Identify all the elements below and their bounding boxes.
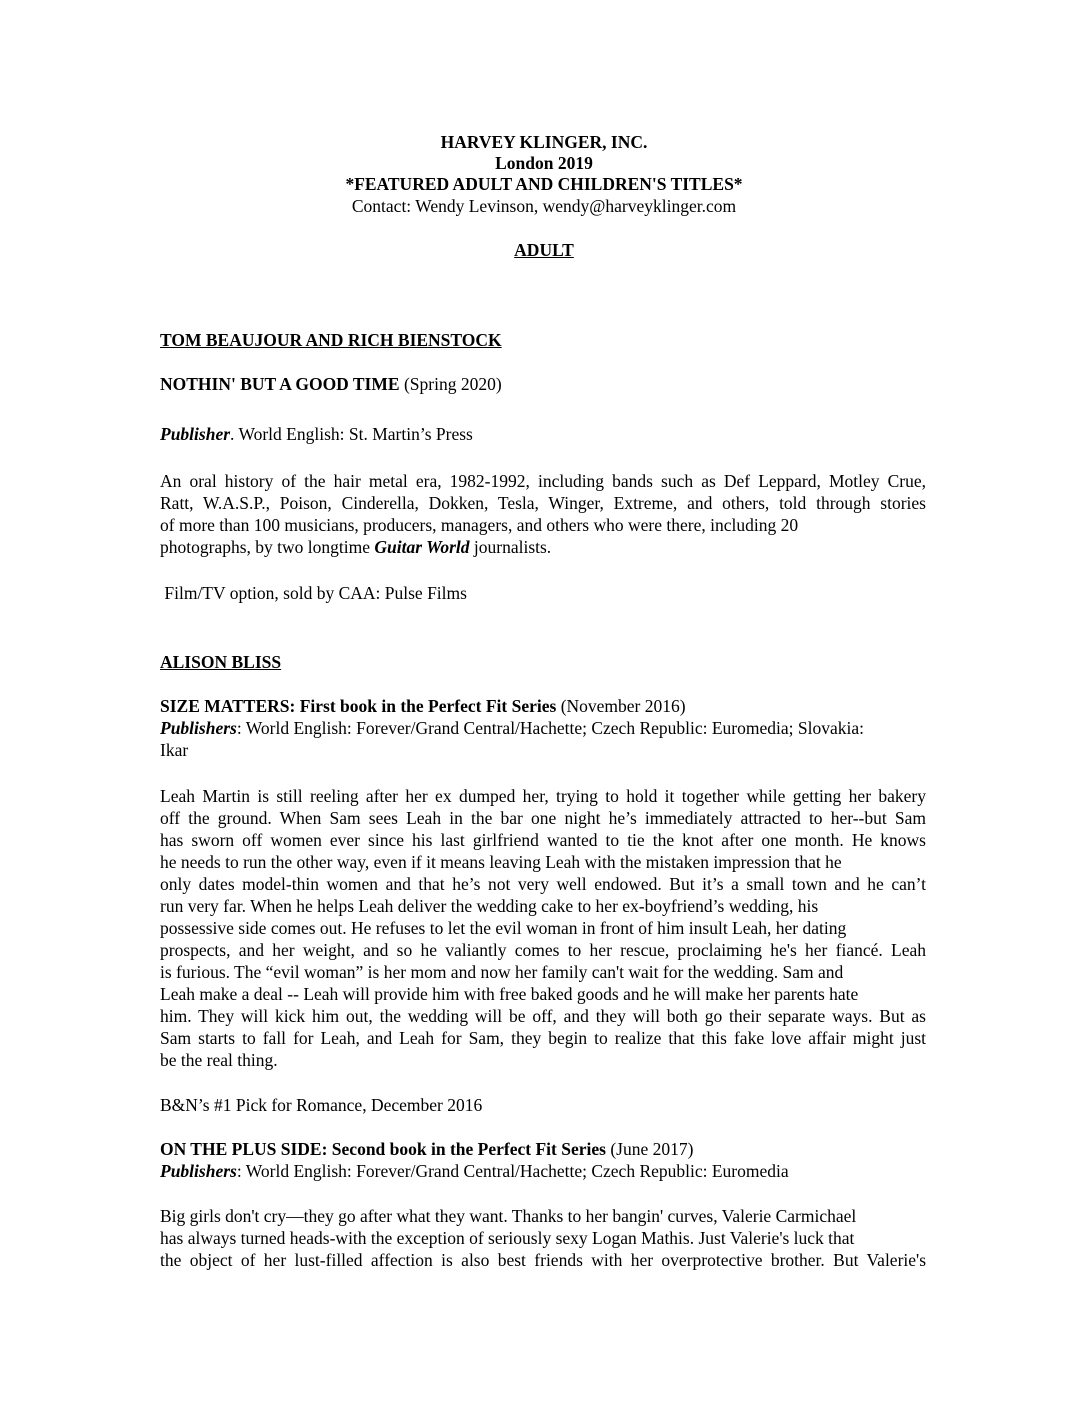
description-line: has always turned heads-with the exception of seriously sexy Logan Mathis. Just Valerie's luck that <box>160 1228 855 1248</box>
book-title: ON THE PLUS SIDE: Second book in the Perfect Fit Series <box>160 1139 606 1159</box>
description-line <box>160 536 551 558</box>
publisher-separator: : <box>236 718 242 738</box>
publisher-label: Publishers <box>160 1161 237 1181</box>
book-title: SIZE MATTERS: First book in the Perfect Fit Series <box>160 696 557 716</box>
publisher-line-continued: Ikar <box>160 740 189 760</box>
description-line: run very far. When he helps Leah deliver the wedding cake to her ex-boyfriend’s wedding, his <box>160 896 819 916</box>
publisher-line <box>160 717 864 739</box>
book-date: (Spring 2020) <box>403 374 502 394</box>
description-line: Ratt, W.A.S.P., Poison, Cinderella, Dokken, Tesla, Winger, Extreme, and others, told through stories <box>160 493 926 513</box>
description-line: An oral history of the hair metal era, 1982-1992, including bands such as Def Leppard, Motley Crue, <box>160 471 926 491</box>
book-title: NOTHIN' BUT A GOOD TIME <box>160 374 400 394</box>
event-name: London 2019 <box>495 153 593 173</box>
description-line: Sam starts to fall for Leah, and Leah for Sam, they begin to realize that this fake love affair might just <box>160 1028 926 1048</box>
description-line: only dates model-thin women and that he’s not very well endowed. But it’s a small town and he can’t <box>160 874 926 894</box>
publisher-label: Publishers <box>160 718 237 738</box>
description-line: he needs to run the other way, even if it means leaving Leah with the mistaken impression that he <box>160 852 842 872</box>
description-line: him. They will kick him out, the wedding will be off, and they will both go their separate ways. But as <box>160 1006 926 1026</box>
book-title-line <box>160 695 686 717</box>
section-heading-text: ADULT <box>514 240 574 260</box>
description-line: the object of her lust-filled affection is also best friends with her overprotective brother. But Valerie's <box>160 1250 926 1270</box>
description-line: off the ground. When Sam sees Leah in the bar one night he’s immediately attracted to her--but Sam <box>160 808 926 828</box>
book-title-line <box>160 373 502 395</box>
rights-note: Film/TV option, sold by CAA: Pulse Films <box>160 583 467 603</box>
book-title-line <box>160 1138 693 1160</box>
description-line: is furious. The “evil woman” is her mom and now her family can't wait for the wedding. Sam and <box>160 962 844 982</box>
publisher-separator: . <box>230 424 235 444</box>
publisher-label: Publisher <box>160 424 231 444</box>
description-line: prospects, and her weight, and so he valiantly comes to her rescue, proclaiming he's her fiancé. Leah <box>160 940 926 960</box>
section-heading <box>0 239 1088 261</box>
author-name: TOM BEAUJOUR AND RICH BIENSTOCK <box>160 330 502 350</box>
publisher-line <box>160 1160 789 1182</box>
description-line: possessive side comes out. He refuses to let the evil woman in front of him insult Leah, her dating <box>160 918 847 938</box>
description-line: Leah make a deal -- Leah will provide him with free baked goods and he will make her parents hate <box>160 984 859 1004</box>
book-date: (June 2017) <box>605 1139 694 1159</box>
description-line: be the real thing. <box>160 1050 278 1070</box>
description-line: Leah Martin is still reeling after her ex dumped her, trying to hold it together while getting her bakery <box>160 786 926 806</box>
publisher-value: World English: Forever/Grand Central/Hachette; Czech Republic: Euromedia; Slovakia: <box>245 718 864 738</box>
publisher-separator: : <box>236 1161 242 1181</box>
description-line: has sworn off women ever since his last girlfriend wanted to tie the knot after one month. He knows <box>160 830 926 850</box>
company-name: HARVEY KLINGER, INC. <box>440 132 648 152</box>
publisher-value: World English: St. Martin’s Press <box>238 424 473 444</box>
description-line: of more than 100 musicians, producers, managers, and others who were there, including 20 <box>160 515 799 535</box>
magazine-title: Guitar World <box>374 537 470 557</box>
description-text: journalists. <box>469 537 552 557</box>
description-text: photographs, by two longtime <box>160 537 375 557</box>
author-name: ALISON BLISS <box>160 652 282 672</box>
description-line: Big girls don't cry—they go after what they want. Thanks to her bangin' curves, Valerie Carmichael <box>160 1206 857 1226</box>
document-subtitle: *FEATURED ADULT AND CHILDREN'S TITLES* <box>345 174 743 194</box>
contact-line: Contact: Wendy Levinson, wendy@harveyklinger.com <box>351 196 737 216</box>
book-date: (November 2016) <box>556 696 686 716</box>
publisher-value: World English: Forever/Grand Central/Hachette; Czech Republic: Euromedia <box>245 1161 789 1181</box>
award-note: B&N’s #1 Pick for Romance, December 2016 <box>160 1095 483 1115</box>
publisher-line <box>160 423 473 445</box>
